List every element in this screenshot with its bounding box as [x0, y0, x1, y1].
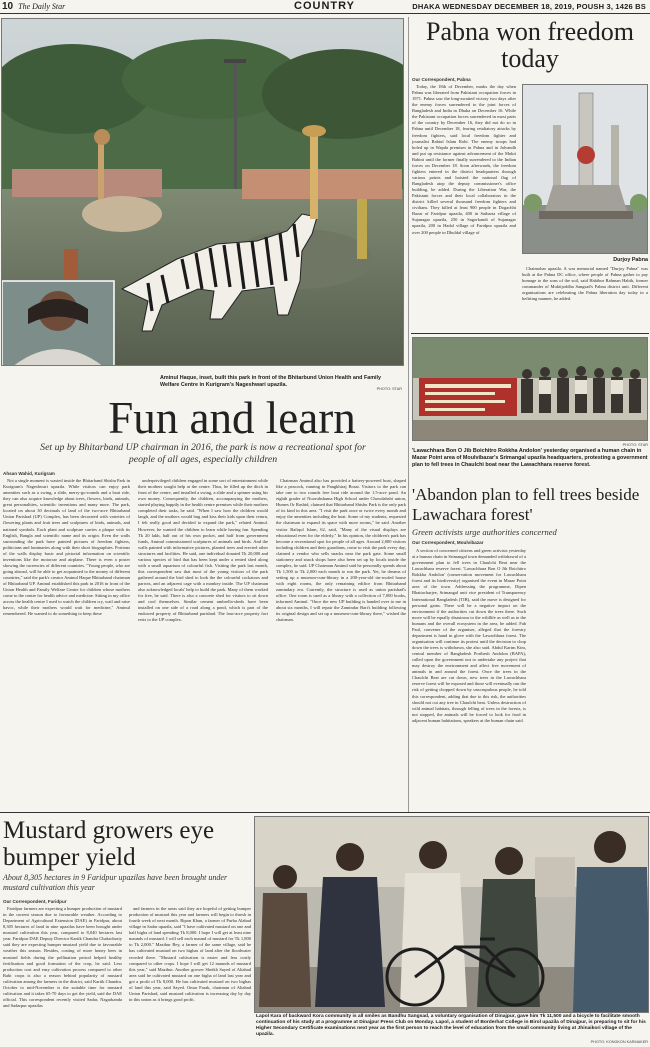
park-photo-caption: Aminul Haque, inset, built this park in front of the Bhitarbund Union Health and Family Welfare Centre in Kurigram's Nageshwari upazila. [160, 375, 382, 389]
section-rule [0, 812, 650, 813]
page-number: 10 [2, 1, 14, 12]
human-chain-photo [412, 337, 648, 441]
pabna-article [412, 84, 516, 330]
lawachara-article [412, 548, 648, 810]
page-header [0, 0, 650, 14]
mustard-column-1: Faridpur farmers are expecting a bumper production of mustard in the current season due to favourable weather. According to Department of Agricultural Extension (DAE) in Faridpur, about 8,305 hectares of land in nine upazilas have been brought under mustard cultivation this year, compared to 8,040 hectares last year. Faridpur DAE Deputy Director Kartik Chandra Chakroborty said they are expecting bumper mustard yield due to favourable weather this season. Besides, costing of more honey bees in mustard fields during the pollination period helped healthy fertilisation and good formation of the crop, he said. Less production cost and easy cultivation process compared to other Rabi crops is also a reason behind popularity of mustard cultivation among the farmers in the district, said Kartik Chandra. October to mid-November is the suitable time for mustard cultivation and it takes 65-70 days to get the yield, said the DAE official. This correspondent recently visited Sadar, Nagarkanda and Sadarpur upazilas [3, 906, 122, 1008]
mustard-column-2: and farmers in the areas said they are hopeful of getting bumper production of mustard this year and farmers will begin to thresh in fourth week of next month. Ripon Khan, a farmer of Purba Alabad village in Sadar upazila, said "I have cultivated mustard on one and half bigha of land spending Tk 8,000. I hope I will get at least nine maunds of mustard. I will sell each maund of mustard for Tk 1,800 to Tk 2,000." Mazibur Bey, a farmer of the same village, said he has cultivated mustard on two bighas of land after the floodwater receded there. "Mustard cultivation is easier and less costly compared to other crops. I hope I will get 12 maunds of mustard this year," said Mazibur. Another grower Sheikh Sayed of Aliabad area said he cultivated mustard on one bigha of land last year and got a profit of Tk 8,000. He has cultivated mustard on two bighas of land this year, said Sayed. Omar Farak, chairman of Aliabad Union Parishad, said mustard cultivation is increasing day by day in this union as it brings good profit. [129, 906, 251, 1002]
lawachara-deck: Green activists urge authorities concerned [412, 527, 557, 537]
section-name: COUNTRY [294, 0, 355, 12]
bicycle-photo [254, 816, 649, 1013]
fun-column-3: Chairman Aminul also has provided a battery-powered boat, shaped like a peacock, running in Pangkhiraj Bosat. Visitors to the park can take one to two rounds free boat ride around the 1.5-acre pond. An eighth grader of Nooruhshama High School under Chowdahshi union, Humes Or Rashid, claimed that Bhitarband Shishu Park is the only park of its kind in this area. "I visit the park once or twice every month and enjoy the amenities including the boat. Some of my students, requested the chairman to expand its space with more rooms," he said. Another visitor Rafiqul Islam, 62, said, "Many of the visual displays are educational even for the elderly." In his opinion, the children's park has become a recreational spot for people of all ages. Around 2,000 visitors including children and their guardians, come to visit the park every day, claimed a vendor who sells snacks near the park gate. Some small stationery and snack shops have also been set up by locals inside the complex, he said. UP Chairman Aminul said he personally spends about Tk 1,500 to Tk 2,000 each month to run the park. Yet, he dreams of setting up a museum-cum-library in a 200-year-old tin-roofed house with eight rooms, the only remaining edifice from Bhitarband zamindary era. Currently, the structure is used as union parishad's office. One room is used as a library with a collection of 7,000 books, informed Aminul. "Once the new UP building is handed over to me in about six months, I will repair the Zamindar Bari's building following its original design and set up a museum-cum-library there," wished the chairman. [276, 478, 406, 623]
memorial-photo [522, 84, 648, 254]
dateline: DHAKA WEDNESDAY DECEMBER 18, 2019, POUSH 3, 1426 BS [412, 2, 646, 11]
mustard-article [3, 906, 251, 1046]
section-rule [411, 333, 649, 334]
fun-headline: Fun and learn [108, 393, 356, 443]
pabna-byline: Our Correspondent, Pabna [412, 77, 471, 82]
bicycle-photo-caption: Lapol Kara of backward Kora community is all smiles as Bandhu Sangsad, a voluntary organisation of Dinajpur, gave him Tk 11,500 and a bicycle to facilitate smooth continuation of his study at a programme at Dinajpur Press Club on Monday. Lapol, a student of Borderhat College in Birol upazila of Dinajpur, is preparing to sit for his Higher Secondary Certificate examinations next year as the first person to reach the level of education from the small community living at Jhinaikori village of the upazila. [256, 1014, 646, 1038]
fun-column-1: Not a single moment is wasted inside the Bhitarband Shishu Park in Kurigram's Nageshwari upazila. While visitors can enjoy park amenities such as a swing, a slide, merry-go-rounds and a boat ride, they can also acquire knowledge about trees, flowers, birds, animals, great personalities, scientific inventions and many more. The park, located on about 30 decimals of land of the two-acre Bhitarband Union Parishad (UP) Complex, has been decorated with varieties of flowering plants and fruit trees and sculptures of birds, animals, and national symbols. Each plant and sculpture carries a plaque with its English, Bangla and scientific name and its origin. Even the walls surrounding the park have painted pictures of freedom fighters, politicians and luminaries along with their short biographies. Portions of the walls display basic and pictorial information on scientific inventions like the motorcar and airplane. There is even a poster showing the currencies of different countries. "Young people, who are going abroad, will be able to get acquainted to the money of different countries," said the park's creator Aminul Haque Bhitarband chairman of Bhitarband UP. Aminul established this park in 2016 in front of the Union Health and Family Welfare Centre for children whose mothers come to the centre for health advice and medicine. Sitting in my office across the health centre I used to watch the children cry, wail and raise havoc, while their mothers would wait for medicine," Aminul remembered. He wanted to do something to keep these [3, 478, 130, 617]
pabna-article-continued [522, 266, 648, 330]
park-photo-credit: PHOTO: STAR [376, 387, 402, 391]
memorial-photo-caption: Durjoy Pabna [613, 257, 648, 263]
newspaper-logo: The Daily Star [18, 2, 66, 11]
bicycle-photo-credit: PHOTO: KONGKON KARMAKER [590, 1040, 648, 1044]
fun-byline: Ahsan Wahid, Kurigram [3, 471, 55, 476]
human-chain-photo-credit: PHOTO: STAR [622, 443, 648, 447]
pabna-text: Today, the 18th of December, marks the day when Pabna was liberated from Pakistani occupation forces in 1971. Pabna saw the long-awaited victory two days after the enemy forces surrendered to the joint forces of Bangladesh and India in Dhaka on December 16. While the Pakistani occupation forces surrendered in most parts of the country by December 16, they did not do so in Pabna until December 18, fearing retaliatory attacks by freedom fighters, said local freedom fighter and journalist Rabiul Islam Robi. The enemy troops had holed up in Wapda premises in Pabna and in Jalvandh and put up resistance against advancement of the Mukti Bahini until the former finally surrendered to the Indian forces on December 18. Soon afterwards, the freedom fighters entered in the district headquarters through various points and hoisted the national flag of Bangladesh atop the deputy commissioner's office building, he added. During the Liberation War, the Pakistani forces and their local collaborators in the district killed several thousand freedom fighters and civilians. They killed at least 900 people in Dogachhi Bazar of Faridpur upazila, 400 in Satbaria village of Sujanagar upazila, 250 in Sagorkandi of Sujanagar upazila, 200 in Hadal village of Faridpur upazila and over 200 people in Dhuldal village of [412, 84, 516, 235]
human-chain-photo-caption: 'Lawachhara Bon O Jib Boichitro Rokkha Andolon' yesterday organised a human chain in Mazar Point area of Moulvibazar's Srimangal upazila headquarters, protesting a government plan to fell trees in Chaulchi boat near the Lawachhara reserve forest. [412, 448, 648, 469]
fun-deck: Set up by Bhitarband UP chairman in 2016, the park is now a recreational spot for people of all ages, especially children [40, 442, 366, 466]
fun-column-2: underprivileged children engaged in some sort of entertainment while their mothers sought help at the centre. Thus, he filled up the ditch in front of the centre, and installed a swing, a slide and a spinner using his own money. Consequently, the children, accompanying the mothers, started playing happily in the health centre premises while their mothers completed their tasks, he said. "When I saw how the children would laugh, and the mothers would hug and kiss their kids upon their return, I felt really good and decided to expand the park," related Aminul. However, he wanted the children to learn while having fun. Spending Tk 20 lakh, half out of his own pocket, and half from government funds, Aminul commissioned sculptures of animals and birds. And the walls painted with informative pictures, planted trees and erected other structures and facilities. He said, one individual donated Tk 20,000 and various species of bird that has been kept under a rented shed along with a small aquarium of colourful fish. Visiting the park last month, this correspondent saw that most of the young visitors of the park gathered around the bird shed to look the the colourful cockatoos and parrots, and an adjacent cage with a monkey inside. The UP chairman also acknowledged locals' help to build the park. Many of them worked for free, he said. There is also a concrete shed for visitors to sit down and cool themselves. Similar cement umbrella-sheds have been installed on one side of a road along a pond, which is part of the endowed property of Bhitarband parishad. The four-acre property fact rests to the UP complex. [138, 478, 268, 623]
fun-article [3, 478, 407, 808]
pabna-text-continued: Chatmohar upazila. A war memorial named "Durjoy Pabna" was built at the Pabna DC office, where people of Pabna gather to pay homage to the sons of the soil, said Habibur Rahman Habib, former commander of Muktijoddha Sangsad's Pabna district unit. Different organisations are celebrating the Pabna liberation day today in a befitting manner, he added. [522, 266, 648, 302]
lawachara-headline: 'Abandon plan to fell trees beside Lawachara forest' [412, 485, 640, 524]
lawachara-byline: Our Correspondent, Moulvibazar [412, 540, 484, 545]
column-divider [408, 17, 409, 812]
mustard-byline: Our Correspondent, Faridpur [3, 899, 67, 904]
mustard-deck: About 8,305 hectares in 9 Faridpur upazilas have been brought under mustard cultivation this year [3, 873, 228, 892]
park-photo [1, 18, 404, 366]
pabna-headline: Pabna won freedom today [426, 17, 634, 74]
lawachara-text: A section of concerned citizens and green activists yesterday at a human chain in Srimangal town demanded withdrawal of a government plan to fell trees in Chaulchi Beat near the Lawachhara reserve forest. 'Lawachhara Bon O Jib Boichitro Rokkha Andolon' (conservation movement for Lawachhara forest and its biodiversity) organised the event in Mazar Point area of the town. Addressing the programme, Dipen Bhattacharjee, Srimangal unit vice president of Transparency International Bangladesh (TIB), said the move is designed for personal gains. There will be a negative impact on the environment if the authorities cut down the trees there. Such move will be equally disastrous to the wildlife as well as to the humans and the overall ecosystem in the area, he added. Fab Paul, convener of the organiser, alleged that the forestry department is hand in glove with the Lawachhara forest. The organisation will continue its protest until the decision to chop down the trees is withdrawn, she also said. Abdul Karim Kim, central member of Bangladesh Poribesh Andolon (BAPA), called upon the government not to undertake any project that may destroy the environment and affect free movement of animals in and around the forest. Once the trees in the Chaulchi Beat are cut down, new trees in the Lawachhara reserve forest will be exposed and those will eventually run the risk of getting chopped down by unscrupulous people, he told this correspondent, adding that due to this risk, the authorities should not cut any tree in Chaulchi beat. Unless destruction of wild animal habitats, through felling of trees in the forests, is not stopped, the animals will be forced to look for food in adjacent human habitations, speakers at the human chain said. [412, 548, 526, 723]
mustard-headline: Mustard growers eye bumper yield [3, 817, 215, 871]
